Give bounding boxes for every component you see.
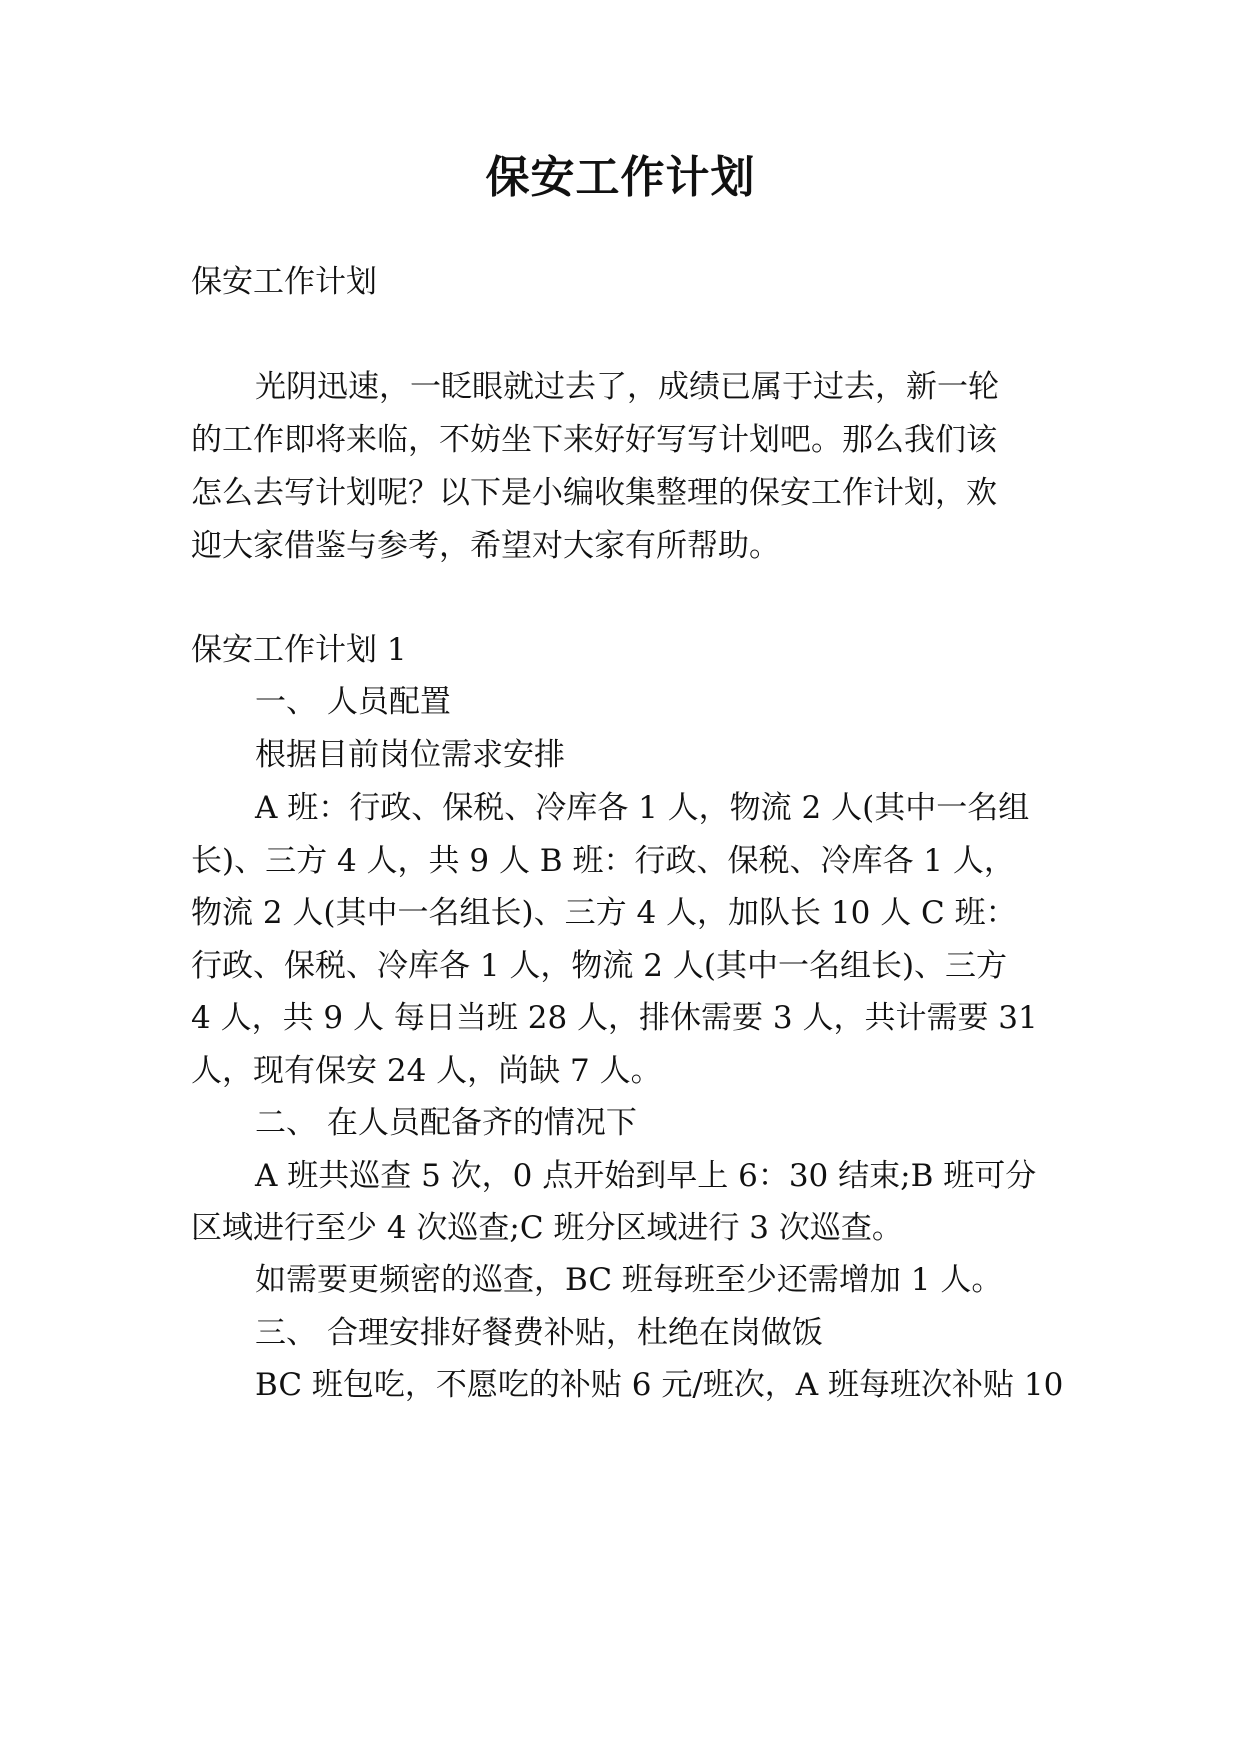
intro-line: 怎么去写计划呢？以下是小编收集整理的保安工作计划，欢 [191,475,997,511]
meal-line: BC 班包吃，不愿吃的补贴 6 元/班次，A 班每班次补贴 10 [255,1367,1064,1403]
staffing-line: 4 人，共 9 人 每日当班 28 人，排休需要 3 人，共计需要 31 [191,1000,1038,1036]
intro-line: 迎大家借鉴与参考，希望对大家有所帮助。 [191,528,780,564]
heading-patrol: 二、 在人员配备齐的情况下 [255,1105,637,1141]
heading-meal: 三、 合理安排好餐费补贴，杜绝在岗做饭 [255,1315,823,1351]
section-title: 保安工作计划 1 [191,632,407,668]
staffing-note: 根据目前岗位需求安排 [255,737,565,773]
staffing-line: A 班：行政、保税、冷库各 1 人，物流 2 人(其中一名组 [255,790,1030,826]
document-title: 保安工作计划 [485,152,756,203]
document-subtitle: 保安工作计划 [191,264,377,300]
staffing-line: 行政、保税、冷库各 1 人，物流 2 人(其中一名组长)、三方 [191,948,1008,984]
staffing-line: 物流 2 人(其中一名组长)、三方 4 人，加队长 10 人 C 班： [191,895,1017,931]
intro-line: 光阴迅速，一眨眼就过去了，成绩已属于过去，新一轮 [255,369,999,405]
patrol-line: 区域进行至少 4 次巡查;C 班分区域进行 3 次巡查。 [191,1210,903,1246]
heading-staffing: 一、 人员配置 [255,684,451,720]
patrol-extra: 如需要更频密的巡查，BC 班每班至少还需增加 1 人。 [255,1262,1003,1298]
patrol-line: A 班共巡查 5 次，0 点开始到早上 6：30 结束;B 班可分 [255,1158,1037,1194]
staffing-line: 人，现有保安 24 人，尚缺 7 人。 [191,1053,662,1089]
staffing-line: 长)、三方 4 人，共 9 人 B 班：行政、保税、冷库各 1 人， [191,843,1015,879]
intro-line: 的工作即将来临，不妨坐下来好好写写计划吧。那么我们该 [191,422,997,458]
